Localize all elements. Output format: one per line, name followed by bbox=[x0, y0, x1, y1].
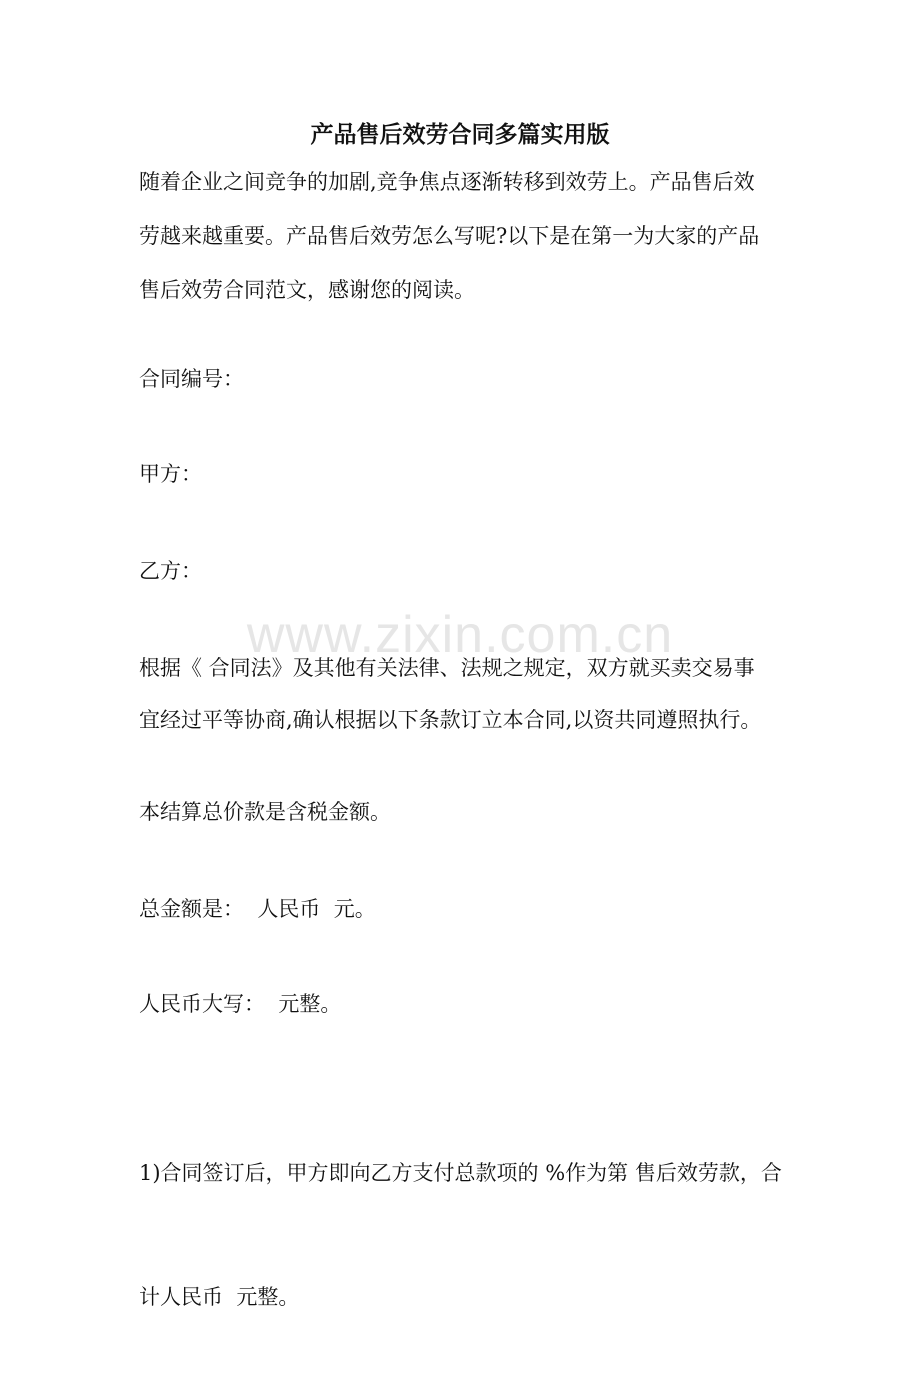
intro-line-3: 售后效劳合同范文，感谢您的阅读。 bbox=[139, 278, 475, 302]
intro-paragraph bbox=[139, 164, 789, 308]
watermark: www.zixin.com.cn bbox=[246, 606, 674, 664]
basis-line-2: 宜经过平等协商,确认根据以下条款订立本合同,以资共同遵照执行。 bbox=[139, 708, 762, 732]
contract-number-label: 合同编号： bbox=[139, 367, 244, 391]
basis-line-1: 根据《 合同法》及其他有关法律、法规之规定，双方就买卖交易事 bbox=[139, 656, 755, 680]
total-amount-line: 总金额是： 人民币 元。 bbox=[139, 897, 376, 921]
clause-1-paragraph bbox=[139, 1083, 789, 1387]
tax-note: 本结算总价款是含税金额。 bbox=[139, 800, 391, 824]
intro-line-2: 劳越来越重要。产品售后效劳怎么写呢?以下是在第一为大家的产品 bbox=[139, 224, 760, 248]
basis-paragraph bbox=[139, 650, 789, 738]
clause-1-line-1: 1)合同签订后，甲方即向乙方支付总款项的 %作为第 售后效劳款，合 bbox=[139, 1161, 782, 1185]
party-b-label: 乙方： bbox=[139, 559, 202, 583]
party-a-label: 甲方： bbox=[139, 462, 202, 486]
amount-upper-line: 人民币大写： 元整。 bbox=[139, 992, 342, 1016]
intro-line-1: 随着企业之间竞争的加剧,竞争焦点逐渐转移到效劳上。产品售后效 bbox=[139, 170, 755, 194]
clause-1-line-2: 计人民币 元整。 bbox=[139, 1285, 300, 1309]
document-title: 产品售后效劳合同多篇实用版 bbox=[310, 121, 610, 148]
